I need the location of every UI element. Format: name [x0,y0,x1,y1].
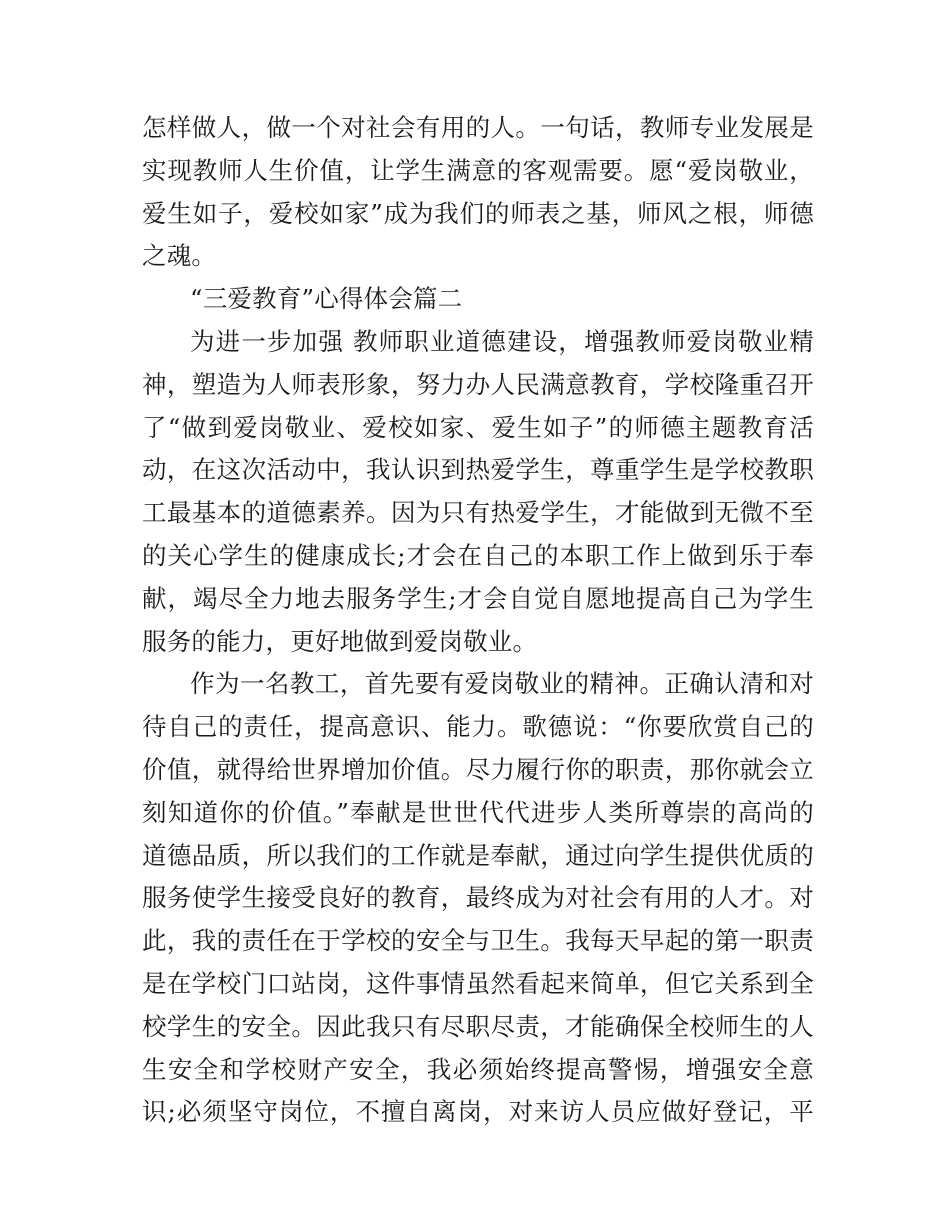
text-line: 服务使学生接受良好的教育，最终成为对社会有用的人才。对 [142,883,814,913]
text-line: 识;必须坚守岗位，不擅自离岗，对来访人员应做好登记，平 [142,1097,814,1127]
text-line: 服务的能力，更好地做到爱岗敬业。 [142,626,538,656]
text-line: 生安全和学校财产安全，我必须始终提高警惕，增强安全意 [142,1054,814,1084]
text-line: 的关心学生的健康成长;才会在自己的本职工作上做到乐于奉 [142,540,814,570]
text-line: 献，竭尽全力地去服务学生;才会自觉自愿地提高自己为学生 [142,583,814,613]
paragraph-first-line: 作为一名教工，首先要有爱岗敬业的精神。正确认清和对 [190,669,814,699]
text-line: 动，在这次活动中，我认识到热爱学生，尊重学生是学校教职 [142,455,814,485]
text-line: 此，我的责任在于学校的安全与卫生。我每天早起的第一职责 [142,926,814,956]
text-line: 刻知道你的价值。”奉献是世世代代进步人类所尊崇的高尚的 [142,797,814,827]
text-line: 爱生如子，爱校如家”成为我们的师表之基，师风之根，师德 [142,198,814,228]
text-line: 价值，就得给世界增加价值。尽力履行你的职责，那你就会立 [142,754,814,784]
text-line: 了“做到爱岗敬业、爱校如家、爱生如子”的师德主题教育活 [142,412,814,442]
paragraph-first-line: 为进一步加强 教师职业道德建设，增强教师爱岗敬业精 [190,326,814,356]
text-line: 怎样做人，做一个对社会有用的人。一句话，教师专业发展是 [142,113,814,142]
text-line: 校学生的安全。因此我只有尽职尽责，才能确保全校师生的人 [142,1011,814,1041]
document-body [142,107,814,1134]
section-heading: “三爱教育”心得体会篇二 [190,284,463,314]
text-line: 之魂。 [142,241,217,271]
text-line: 工最基本的道德素养。因为只有热爱学生，才能做到无微不至 [142,498,814,528]
text-line: 神，塑造为人师表形象，努力办人民满意教育，学校隆重召开 [142,369,814,399]
text-line: 是在学校门口站岗，这件事情虽然看起来简单，但它关系到全 [142,968,814,998]
text-line: 道德品质，所以我们的工作就是奉献，通过向学生提供优质的 [142,840,814,870]
text-line: 实现教师人生价值，让学生满意的客观需要。愿“爱岗敬业， [142,155,814,185]
text-line: 待自己的责任，提高意识、能力。歌德说：“你要欣赏自己的 [142,712,814,742]
